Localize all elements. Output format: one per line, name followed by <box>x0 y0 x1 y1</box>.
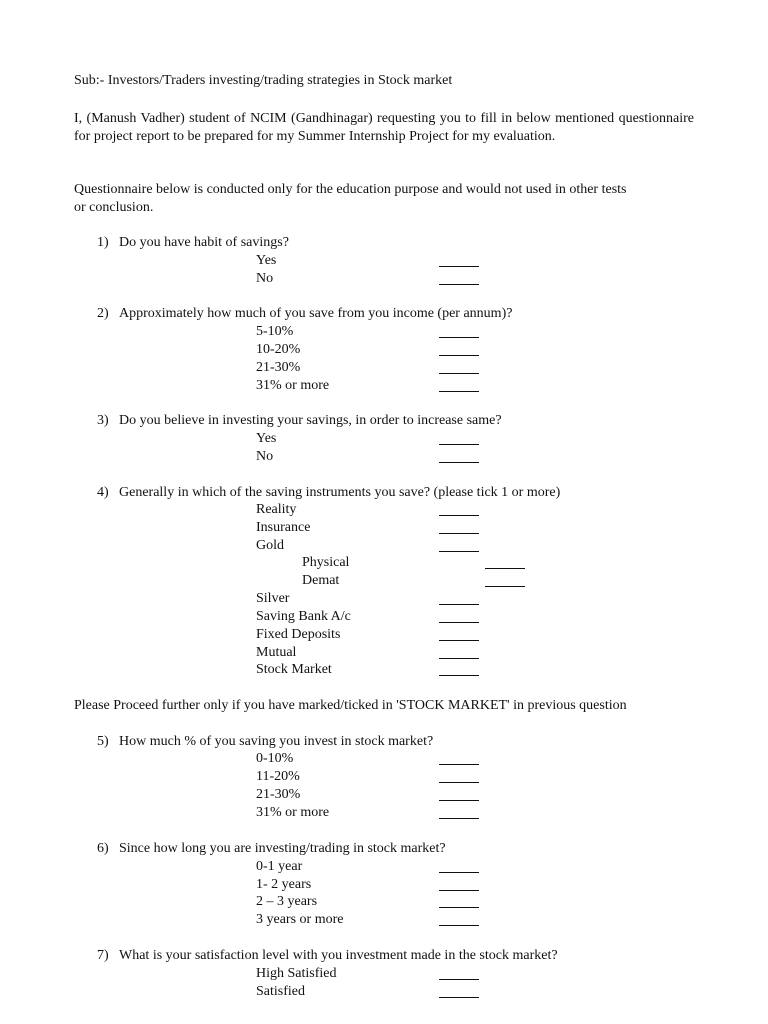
answer-blank[interactable] <box>485 586 525 587</box>
answer-blank[interactable] <box>439 551 479 552</box>
question-3-option: Yes <box>256 431 277 446</box>
answer-blank[interactable] <box>439 640 479 641</box>
question-2-option: 5-10% <box>256 324 294 339</box>
disclaimer-line-2: or conclusion. <box>74 200 154 215</box>
answer-blank[interactable] <box>439 925 479 926</box>
answer-blank[interactable] <box>439 622 479 623</box>
question-7-text: What is your satisfaction level with you investment made in the stock market? <box>119 948 558 963</box>
answer-blank[interactable] <box>439 604 479 605</box>
question-7-option: High Satisfied <box>256 966 337 981</box>
answer-blank[interactable] <box>439 997 479 998</box>
question-3-text: Do you believe in investing your savings, in order to increase same? <box>119 413 502 428</box>
question-4-option: Mutual <box>256 645 297 660</box>
question-2-text: Approximately how much of you save from you income (per annum)? <box>119 306 513 321</box>
question-6-option: 2 – 3 years <box>256 894 318 909</box>
question-5-option: 11-20% <box>256 769 300 784</box>
proceed-note: Please Proceed further only if you have marked/ticked in 'STOCK MARKET' in previous question <box>74 698 627 713</box>
question-1-option: Yes <box>256 253 277 268</box>
answer-blank[interactable] <box>439 890 479 891</box>
question-4-option: Reality <box>256 502 297 517</box>
answer-blank[interactable] <box>439 658 479 659</box>
answer-blank[interactable] <box>439 818 479 819</box>
answer-blank[interactable] <box>439 337 479 338</box>
question-5-text: How much % of you saving you invest in stock market? <box>119 734 434 749</box>
question-4-option: Silver <box>256 591 290 606</box>
question-2-option: 10-20% <box>256 342 301 357</box>
subject-line: Sub:- Investors/Traders investing/trading strategies in Stock market <box>74 73 453 88</box>
answer-blank[interactable] <box>439 533 479 534</box>
question-7-option: Satisfied <box>256 984 305 999</box>
question-5-option: 21-30% <box>256 787 301 802</box>
question-6-option: 1- 2 years <box>256 877 312 892</box>
disclaimer-line-1: Questionnaire below is conducted only for the education purpose and would not used in other tests <box>74 182 627 197</box>
question-1-text: Do you have habit of savings? <box>119 235 289 250</box>
answer-blank[interactable] <box>439 675 479 676</box>
question-1-option: No <box>256 271 274 286</box>
answer-blank[interactable] <box>439 515 479 516</box>
question-1-number: 1) <box>97 235 109 250</box>
question-4-number: 4) <box>97 485 109 500</box>
question-4-option: Saving Bank A/c <box>256 609 351 624</box>
question-3-option: No <box>256 449 274 464</box>
question-2-option: 21-30% <box>256 360 301 375</box>
question-5-option: 0-10% <box>256 751 294 766</box>
answer-blank[interactable] <box>439 444 479 445</box>
answer-blank[interactable] <box>439 800 479 801</box>
question-4-text: Generally in which of the saving instruments you save? (please tick 1 or more) <box>119 485 561 500</box>
answer-blank[interactable] <box>439 266 479 267</box>
answer-blank[interactable] <box>439 373 479 374</box>
question-6-option: 3 years or more <box>256 912 344 927</box>
question-5-option: 31% or more <box>256 805 330 820</box>
answer-blank[interactable] <box>439 355 479 356</box>
question-6-number: 6) <box>97 841 109 856</box>
answer-blank[interactable] <box>439 979 479 980</box>
question-2-option: 31% or more <box>256 378 330 393</box>
intro-paragraph: I, (Manush Vadher) student of NCIM (Gandhinagar) requesting you to fill in below mentioned questionnaire for project report to be prepared for my Summer Internship Project for my evaluation. <box>74 111 694 144</box>
question-3-number: 3) <box>97 413 109 428</box>
question-4-option: Insurance <box>256 520 311 535</box>
question-7-number: 7) <box>97 948 109 963</box>
question-4-option: Fixed Deposits <box>256 627 341 642</box>
answer-blank[interactable] <box>439 462 479 463</box>
answer-blank[interactable] <box>439 907 479 908</box>
answer-blank[interactable] <box>439 391 479 392</box>
question-4-option: Stock Market <box>256 662 332 677</box>
answer-blank[interactable] <box>485 568 525 569</box>
question-4-suboption: Physical <box>302 555 350 570</box>
question-6-text: Since how long you are investing/trading in stock market? <box>119 841 446 856</box>
question-2-number: 2) <box>97 306 109 321</box>
question-6-option: 0-1 year <box>256 859 303 874</box>
answer-blank[interactable] <box>439 782 479 783</box>
answer-blank[interactable] <box>439 872 479 873</box>
question-4-suboption: Demat <box>302 573 340 588</box>
question-5-number: 5) <box>97 734 109 749</box>
question-4-option: Gold <box>256 538 284 553</box>
answer-blank[interactable] <box>439 284 479 285</box>
answer-blank[interactable] <box>439 764 479 765</box>
